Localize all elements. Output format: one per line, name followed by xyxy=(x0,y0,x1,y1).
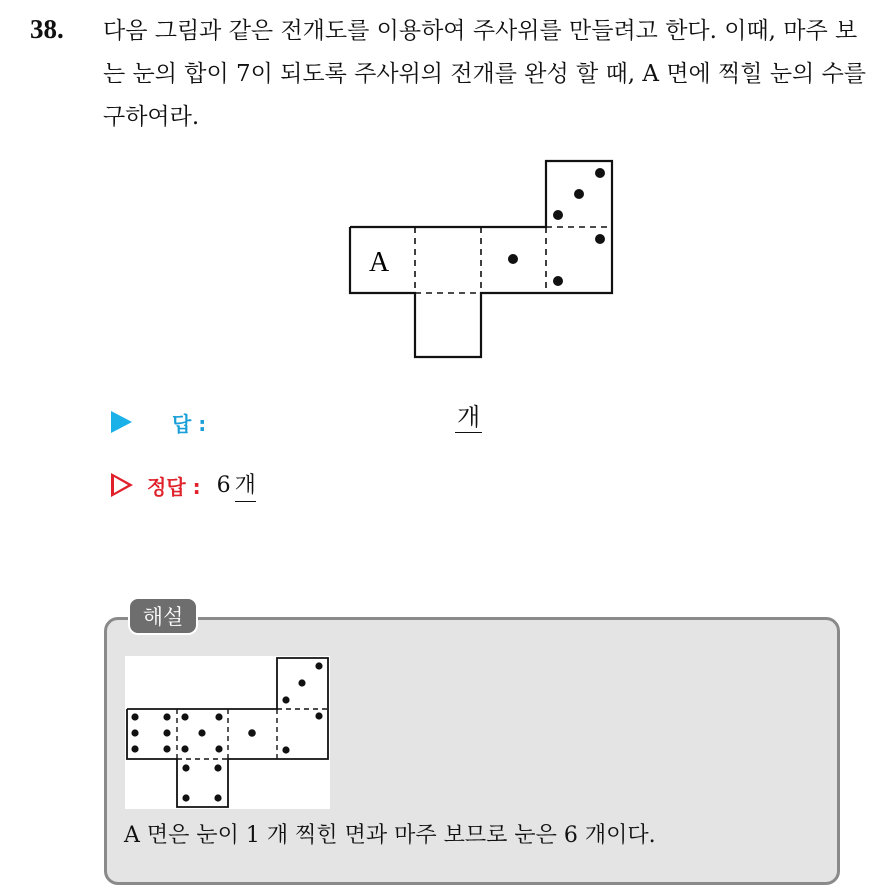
explanation-tab: 해설 xyxy=(128,597,198,635)
pips-two-face xyxy=(282,712,322,753)
correct-label: 정답 : xyxy=(147,474,201,499)
correct-unit: 개 xyxy=(235,468,256,502)
pips-two-face xyxy=(553,234,605,286)
dice-net-figure xyxy=(345,157,617,361)
pips-one-face xyxy=(508,254,518,264)
outline-arrow-icon xyxy=(111,473,133,497)
pips-four-face xyxy=(182,764,221,801)
answer-blank-unit[interactable]: 개 xyxy=(457,403,481,431)
answer-label: 답 : xyxy=(172,411,207,436)
pips-five-face xyxy=(181,713,222,752)
solved-dice-net-figure xyxy=(125,656,330,809)
explanation-text: A 면은 눈이 1 개 찍힌 면과 마주 보므로 눈은 6 개이다. xyxy=(124,823,656,848)
pips-one-face xyxy=(248,729,256,737)
question-text: 다음 그림과 같은 전개도를 이용하여 주사위를 만들려고 한다. 이때, 마주 보는 눈의 합이 7이 되도록 주사위의 전개를 완성 할 때, A 면에 찍힐 눈의 수를 구하여라. xyxy=(103,18,867,130)
face-a-label: A xyxy=(369,247,390,278)
play-arrow-icon xyxy=(111,411,132,433)
pips-three-face xyxy=(553,168,605,220)
question-number: 38. xyxy=(30,14,64,44)
correct-row xyxy=(111,468,256,502)
pips-three-face xyxy=(282,662,322,703)
pips-six-face xyxy=(131,713,170,752)
answer-row xyxy=(111,404,206,440)
correct-value: 6 xyxy=(216,472,231,498)
